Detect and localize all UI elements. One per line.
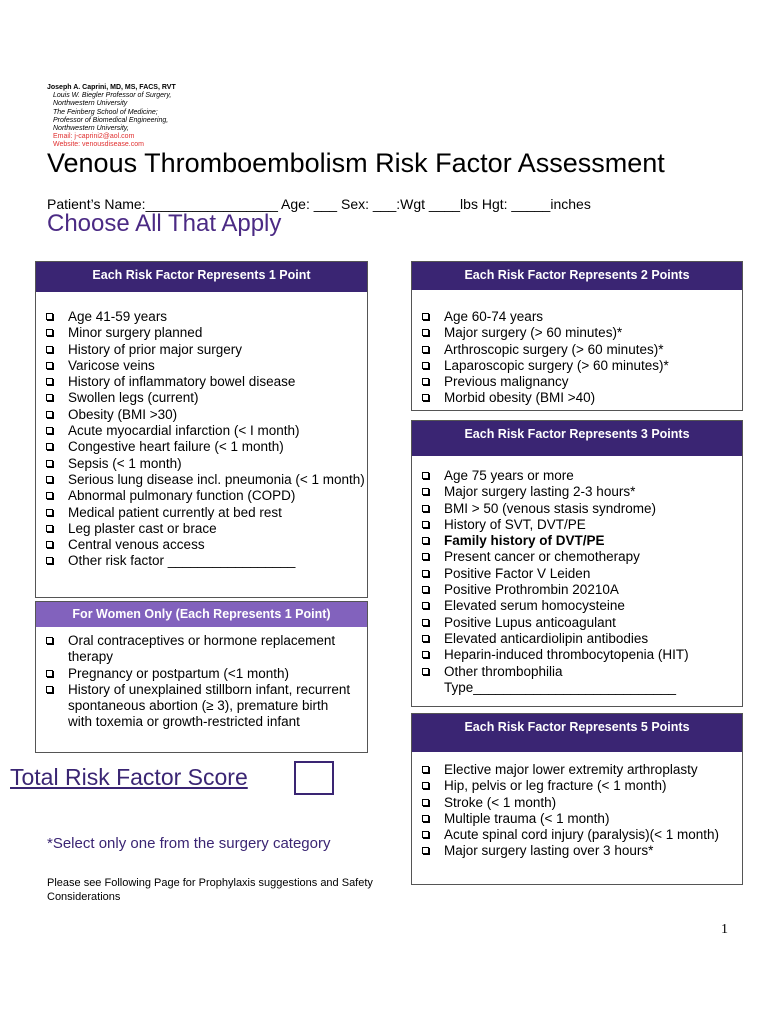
checkbox-icon[interactable] bbox=[46, 492, 53, 499]
list-item[interactable]: History of inflammatory bowel disease bbox=[36, 374, 367, 390]
author-email[interactable]: Email: j-caprini2@aol.com bbox=[53, 133, 135, 141]
total-score-box[interactable] bbox=[294, 761, 334, 795]
checkbox-icon[interactable] bbox=[46, 476, 53, 483]
author-name: Joseph A. Caprini, MD, MS, FACS, RVT bbox=[47, 84, 176, 91]
checkbox-icon[interactable] bbox=[422, 815, 429, 822]
list-item[interactable]: BMI > 50 (venous stasis syndrome) bbox=[412, 501, 734, 517]
five-points-list bbox=[412, 762, 742, 860]
three-points-list bbox=[412, 468, 742, 696]
list-item[interactable]: Other thrombophilia Type___________________________ bbox=[412, 664, 734, 697]
surgery-select-note: *Select only one from the surgery category bbox=[47, 835, 331, 852]
author-line: Louis W. Biegler Professor of Surgery, bbox=[53, 92, 172, 100]
list-item[interactable]: Serious lung disease incl. pneumonia (< 1 month) bbox=[36, 472, 367, 488]
list-item[interactable]: Previous malignancy bbox=[412, 374, 742, 390]
checkbox-icon[interactable] bbox=[46, 686, 53, 693]
checkbox-icon[interactable] bbox=[422, 635, 429, 642]
checkbox-icon[interactable] bbox=[46, 346, 53, 353]
three-points-box bbox=[411, 420, 743, 707]
checkbox-icon[interactable] bbox=[46, 460, 53, 467]
checkbox-icon[interactable] bbox=[46, 411, 53, 418]
checkbox-icon[interactable] bbox=[422, 394, 429, 401]
list-item[interactable]: Present cancer or chemotherapy bbox=[412, 549, 734, 565]
checkbox-icon[interactable] bbox=[422, 521, 429, 528]
author-website[interactable]: Website: venousdisease.com bbox=[53, 141, 144, 149]
checkbox-icon[interactable] bbox=[422, 537, 429, 544]
checkbox-icon[interactable] bbox=[422, 619, 429, 626]
checkbox-icon[interactable] bbox=[422, 346, 429, 353]
list-item[interactable]: Varicose veins bbox=[36, 358, 367, 374]
page-title: Venous Thromboembolism Risk Factor Assessment bbox=[47, 148, 665, 178]
author-line: Northwestern University, bbox=[53, 125, 129, 133]
list-item[interactable]: Acute myocardial infarction (< I month) bbox=[36, 423, 367, 439]
checkbox-icon[interactable] bbox=[46, 557, 53, 564]
one-point-list bbox=[36, 309, 367, 570]
list-item[interactable]: Central venous access bbox=[36, 537, 367, 553]
list-item[interactable]: Abnormal pulmonary function (COPD) bbox=[36, 488, 367, 504]
checkbox-icon[interactable] bbox=[46, 394, 53, 401]
checkbox-icon[interactable] bbox=[422, 488, 429, 495]
one-point-header: Each Risk Factor Represents 1 Point bbox=[36, 262, 367, 292]
author-line: Professor of Biomedical Engineering, bbox=[53, 116, 169, 124]
list-item[interactable]: Medical patient currently at bed rest bbox=[36, 505, 367, 521]
list-item[interactable]: Acute spinal cord injury (paralysis)(< 1 month) bbox=[412, 827, 734, 843]
list-item[interactable]: Stroke (< 1 month) bbox=[412, 795, 734, 811]
choose-all-heading: Choose All That Apply bbox=[47, 210, 282, 237]
checkbox-icon[interactable] bbox=[422, 329, 429, 336]
list-item[interactable]: Heparin-induced thrombocytopenia (HIT) bbox=[412, 647, 734, 663]
checkbox-icon[interactable] bbox=[46, 378, 53, 385]
checkbox-icon[interactable] bbox=[422, 831, 429, 838]
one-point-box bbox=[35, 261, 368, 598]
checkbox-icon[interactable] bbox=[422, 651, 429, 658]
list-item[interactable]: Age 41-59 years bbox=[36, 309, 367, 325]
list-item[interactable]: History of prior major surgery bbox=[36, 342, 367, 358]
five-points-box bbox=[411, 713, 743, 885]
list-item[interactable]: Elevated serum homocysteine bbox=[412, 598, 734, 614]
checkbox-icon[interactable] bbox=[46, 670, 53, 677]
list-item[interactable]: History of SVT, DVT/PE bbox=[412, 517, 734, 533]
list-item[interactable]: Morbid obesity (BMI >40) bbox=[412, 390, 742, 406]
checkbox-icon[interactable] bbox=[46, 525, 53, 532]
author-line: The Feinberg School of Medicine; bbox=[53, 108, 158, 116]
checkbox-icon[interactable] bbox=[422, 553, 429, 560]
list-item[interactable]: Sepsis (< 1 month) bbox=[36, 456, 367, 472]
list-item[interactable]: Positive Prothrombin 20210A bbox=[412, 582, 734, 598]
checkbox-icon[interactable] bbox=[422, 570, 429, 577]
checkbox-icon[interactable] bbox=[422, 602, 429, 609]
two-points-header: Each Risk Factor Represents 2 Points bbox=[412, 262, 742, 290]
author-line: Northwestern University bbox=[53, 100, 128, 108]
see-following-page-note: Please see Following Page for Prophylaxis suggestions and Safety Considerations bbox=[47, 877, 373, 903]
checkbox-icon[interactable] bbox=[422, 782, 429, 789]
checkbox-icon[interactable] bbox=[422, 505, 429, 512]
checkbox-icon[interactable] bbox=[46, 541, 53, 548]
list-item[interactable]: Elective major lower extremity arthroplasty bbox=[412, 762, 734, 778]
checkbox-icon[interactable] bbox=[422, 799, 429, 806]
author-block bbox=[47, 84, 176, 150]
list-item[interactable]: Family history of DVT/PE bbox=[412, 533, 734, 549]
list-item[interactable]: Pregnancy or postpartum (<1 month) bbox=[36, 666, 355, 682]
list-item[interactable]: Hip, pelvis or leg fracture (< 1 month) bbox=[412, 778, 734, 794]
women-only-header: For Women Only (Each Represents 1 Point) bbox=[36, 602, 367, 627]
checkbox-icon[interactable] bbox=[46, 509, 53, 516]
checkbox-icon[interactable] bbox=[422, 766, 429, 773]
two-points-box bbox=[411, 261, 743, 411]
list-item[interactable]: Elevated anticardiolipin antibodies bbox=[412, 631, 734, 647]
list-item[interactable]: Age 75 years or more bbox=[412, 468, 734, 484]
women-only-box bbox=[35, 601, 368, 753]
two-points-list bbox=[412, 309, 742, 407]
list-item[interactable]: Major surgery lasting over 3 hours* bbox=[412, 843, 734, 859]
checkbox-icon[interactable] bbox=[46, 443, 53, 450]
list-item[interactable]: Other risk factor _________________ bbox=[36, 553, 367, 569]
page-number: 1 bbox=[721, 922, 728, 937]
list-item[interactable]: Arthroscopic surgery (> 60 minutes)* bbox=[412, 342, 742, 358]
three-points-header: Each Risk Factor Represents 3 Points bbox=[412, 421, 742, 456]
checkbox-icon[interactable] bbox=[46, 637, 53, 644]
list-item[interactable]: Obesity (BMI >30) bbox=[36, 407, 367, 423]
list-item[interactable]: Positive Factor V Leiden bbox=[412, 566, 734, 582]
checkbox-icon[interactable] bbox=[46, 329, 53, 336]
checkbox-icon[interactable] bbox=[422, 668, 429, 675]
checkbox-icon[interactable] bbox=[422, 313, 429, 320]
checkbox-icon[interactable] bbox=[422, 586, 429, 593]
list-item[interactable]: Oral contraceptives or hormone replacement therapy bbox=[36, 633, 355, 666]
list-item[interactable]: Major surgery (> 60 minutes)* bbox=[412, 325, 742, 341]
patient-info-line[interactable]: Patient’s Name:_________________ Age: ___ Sex: ___:Wgt ____lbs Hgt: _____inches bbox=[47, 196, 591, 212]
list-item[interactable]: History of unexplained stillborn infant, recurrent spontaneous abortion (≥ 3), premature birth with toxemia or growth-restricted infant bbox=[36, 682, 355, 731]
list-item[interactable]: Congestive heart failure (< 1 month) bbox=[36, 439, 367, 455]
checkbox-icon[interactable] bbox=[422, 362, 429, 369]
list-item[interactable]: Age 60-74 years bbox=[412, 309, 742, 325]
total-score-label: Total Risk Factor Score bbox=[10, 764, 248, 790]
list-item[interactable]: Multiple trauma (< 1 month) bbox=[412, 811, 734, 827]
list-item[interactable]: Swollen legs (current) bbox=[36, 390, 367, 406]
checkbox-icon[interactable] bbox=[46, 313, 53, 320]
checkbox-icon[interactable] bbox=[46, 362, 53, 369]
list-item[interactable]: Positive Lupus anticoagulant bbox=[412, 615, 734, 631]
checkbox-icon[interactable] bbox=[46, 427, 53, 434]
women-only-list bbox=[36, 633, 367, 731]
checkbox-icon[interactable] bbox=[422, 472, 429, 479]
five-points-header: Each Risk Factor Represents 5 Points bbox=[412, 714, 742, 752]
checkbox-icon[interactable] bbox=[422, 378, 429, 385]
checkbox-icon[interactable] bbox=[422, 847, 429, 854]
list-item[interactable]: Leg plaster cast or brace bbox=[36, 521, 367, 537]
list-item[interactable]: Minor surgery planned bbox=[36, 325, 367, 341]
list-item[interactable]: Laparoscopic surgery (> 60 minutes)* bbox=[412, 358, 742, 374]
list-item[interactable]: Major surgery lasting 2-3 hours* bbox=[412, 484, 734, 500]
